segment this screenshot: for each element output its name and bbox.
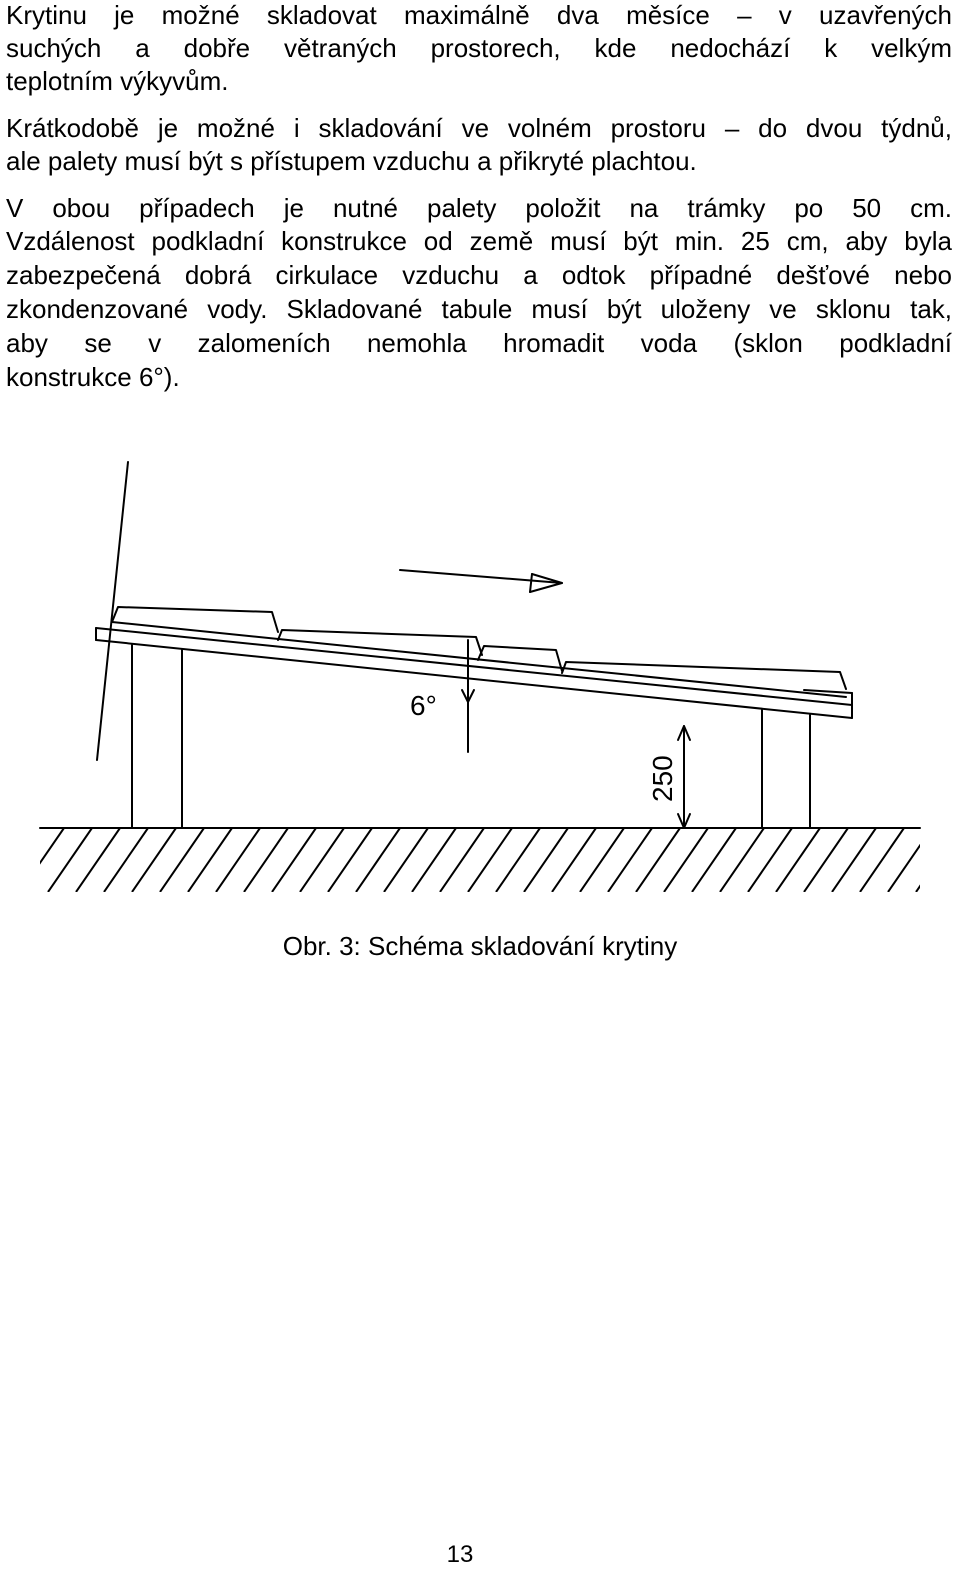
left-post: [132, 645, 182, 828]
hatch-line: [916, 828, 960, 892]
storage-scheme-figure: [0, 440, 960, 910]
paragraph-3-line-4: zkondenzované vody. Skladované tabule musí být uloženy ve sklonu tak,: [6, 294, 952, 324]
figure-caption: Obr. 3: Schéma skladování krytiny: [282, 931, 678, 961]
hatch-line: [244, 828, 288, 892]
paragraph-3-line-6: konstrukce 6°).: [6, 362, 180, 392]
angle-label: 6°: [410, 690, 437, 721]
paragraph-1-line-1: Krytinu je možné skladovat maximálně dva měsíce – v uzavřených: [6, 0, 952, 30]
hatch-line: [384, 828, 428, 892]
hatch-line: [524, 828, 568, 892]
hatch-line: [216, 828, 260, 892]
paragraph-3-line-1: V obou případech je nutné palety položit na trámky po 50 cm.: [6, 193, 952, 223]
hatch-line: [552, 828, 596, 892]
hatch-line: [664, 828, 708, 892]
hatch-line: [412, 828, 456, 892]
paragraph-2-line-1: Krátkodobě je možné i skladování ve volném prostoru – do dvou týdnů,: [6, 113, 952, 143]
direction-arrow: [400, 570, 562, 592]
hatch-line: [692, 828, 736, 892]
hatch-line: [720, 828, 764, 892]
paragraph-3-line-2: Vzdálenost podkladní konstrukce od země musí být min. 25 cm, aby byla: [6, 226, 952, 256]
roofing-sheets: [112, 607, 846, 697]
paragraph-1-line-2: suchých a dobře větraných prostorech, kde nedochází k velkým: [6, 33, 952, 63]
page-number: 13: [446, 1541, 474, 1568]
hatch-line: [944, 828, 960, 892]
hatch-line: [748, 828, 792, 892]
hatch-line: [272, 828, 316, 892]
paragraph-3-line-5: aby se v zalomeních nemohla hromadit voda (sklon podkladní: [6, 328, 952, 358]
hatch-line: [804, 828, 848, 892]
hatch-line: [104, 828, 148, 892]
sloped-base-structure: [96, 628, 852, 718]
hatch-line: [440, 828, 484, 892]
paragraph-1-line-3: teplotním výkyvům.: [6, 66, 229, 96]
hatch-line: [300, 828, 344, 892]
hatch-line: [832, 828, 876, 892]
hatch-line: [48, 828, 92, 892]
hatch-line: [888, 828, 932, 892]
hatch-line: [160, 828, 204, 892]
paragraph-3-line-3: zabezpečená dobrá cirkulace vzduchu a odtok případné dešťové nebo: [6, 260, 952, 290]
hatch-line: [468, 828, 512, 892]
hatch-line: [776, 828, 820, 892]
paragraph-2-line-2: ale palety musí být s přístupem vzduchu a přikryté plachtou.: [6, 146, 697, 176]
hatch-line: [328, 828, 372, 892]
hatch-line: [356, 828, 400, 892]
tarp-line: [97, 462, 128, 760]
height-label: 250: [647, 755, 678, 802]
ground-hatching: [20, 828, 960, 892]
hatch-line: [188, 828, 232, 892]
hatch-line: [636, 828, 680, 892]
angle-dimension: [462, 640, 474, 752]
hatch-line: [860, 828, 904, 892]
height-dimension: [678, 726, 690, 828]
hatch-line: [496, 828, 540, 892]
hatch-line: [76, 828, 120, 892]
hatch-line: [608, 828, 652, 892]
right-post: [762, 710, 810, 828]
hatch-line: [132, 828, 176, 892]
hatch-line: [580, 828, 624, 892]
hatch-line: [20, 828, 64, 892]
